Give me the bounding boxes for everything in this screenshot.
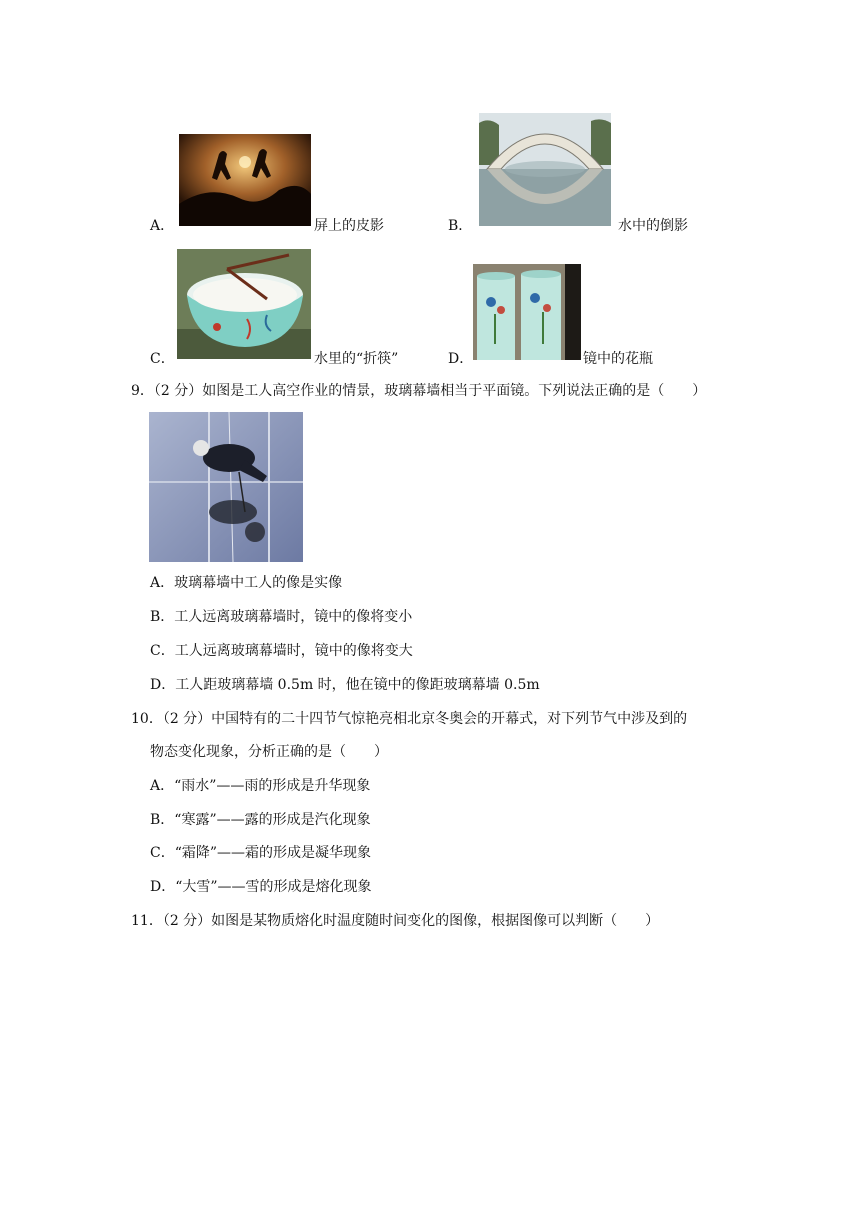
- vase-in-mirror-photo: [473, 264, 581, 360]
- option-a-caption: 屏上的皮影: [314, 218, 384, 234]
- option-d-letter: D．: [448, 351, 474, 367]
- q10-stem-line2: 物态变化现象，分析正确的是（ ）: [150, 744, 388, 760]
- option-c-letter: C．: [150, 351, 175, 367]
- q9-option-c: C．工人远离玻璃幕墙时，镜中的像将变大: [150, 643, 413, 659]
- option-b-caption: 水中的倒影: [618, 218, 688, 234]
- option-b-letter: B．: [448, 218, 473, 234]
- shadow-puppet-photo: [179, 134, 311, 226]
- q9-option-d: D．工人距玻璃幕墙 0.5m 时，他在镜中的像距玻璃幕墙 0.5m: [150, 677, 540, 693]
- q10-stem-line1: 10．（2 分）中国特有的二十四节气惊艳亮相北京冬奥会的开幕式，对下列节气中涉及到的: [131, 711, 688, 727]
- q10-option-a: A．“雨水”——雨的形成是升华现象: [150, 778, 371, 794]
- q10-option-d: D．“大雪”——雪的形成是熔化现象: [150, 879, 372, 895]
- option-c-caption: 水里的“折筷”: [314, 351, 399, 367]
- q10-option-b: B．“寒露”——露的形成是汽化现象: [150, 812, 371, 828]
- q10-option-c: C．“霜降”——霜的形成是凝华现象: [150, 845, 372, 861]
- worker-on-glass-curtain-wall-photo: [149, 412, 303, 562]
- bowl-with-chopstick-photo: [177, 249, 311, 359]
- q9-option-b: B．工人远离玻璃幕墙时，镜中的像将变小: [150, 609, 413, 625]
- q9-stem: 9．（2 分）如图是工人高空作业的情景，玻璃幕墙相当于平面镜。下列说法正确的是（ ）: [131, 383, 707, 399]
- option-d-caption: 镜中的花瓶: [583, 351, 653, 367]
- option-a-letter: A．: [150, 218, 175, 234]
- q9-option-a: A．玻璃幕墙中工人的像是实像: [150, 575, 343, 591]
- arch-bridge-reflection-photo: [479, 113, 611, 226]
- q11-stem: 11．（2 分）如图是某物质熔化时温度随时间变化的图像，根据图像可以判断（ ）: [131, 913, 660, 929]
